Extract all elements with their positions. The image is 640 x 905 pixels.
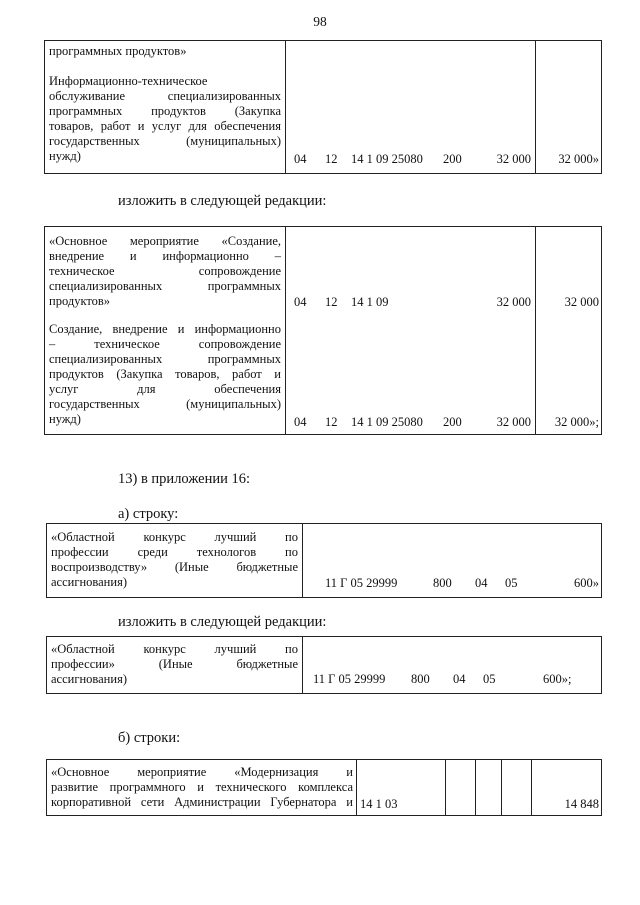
table2-row-b-target-article: 14 1 09 25080 <box>351 415 423 429</box>
table3-section: 04 <box>475 576 488 590</box>
table1-desc-a: программных продуктов» <box>49 44 187 58</box>
table4-desc: «Областной конкурс лучший по профессии» (Иные бюджетные ассигнования) <box>51 642 298 686</box>
table1-expense-type: 200 <box>443 152 462 166</box>
table1-target-article: 14 1 09 25080 <box>351 152 423 166</box>
table2-row-b-expense-type: 200 <box>443 415 462 429</box>
table2-desc-a: «Основное мероприятие «Создание, внедрение и информационно – техническое сопровождение специализированных программных продуктов» <box>49 234 281 308</box>
table1-sum-total: 32 000» <box>558 152 599 166</box>
table4-subsection: 05 <box>483 672 496 686</box>
table3-target-article: 11 Г 05 29999 <box>325 576 398 590</box>
paragraph-edit-1: изложить в следующей редакции: <box>118 193 327 209</box>
table1-subsection: 12 <box>325 152 338 166</box>
budget-table-4 <box>46 636 602 694</box>
table3-sum: 600» <box>574 576 599 590</box>
table2-row-b-sum: 32 000 <box>496 415 531 429</box>
table5-sum: 14 848 <box>564 797 599 811</box>
paragraph-b-rows: б) строки: <box>118 730 181 746</box>
table2-desc-b: Создание, внедрение и информационно – техническое сопровождение специализированных программных продуктов (Закупка товаров, работ и услуг для обеспечения государственных (муниципальных) нужд) <box>49 322 281 426</box>
table3-subsection: 05 <box>505 576 518 590</box>
table5-target-article: 14 1 03 <box>360 797 398 811</box>
table2-row-a-sum-total: 32 000 <box>564 295 599 309</box>
table4-target-article: 11 Г 05 29999 <box>313 672 386 686</box>
table2-row-b-subsection: 12 <box>325 415 338 429</box>
table4-expense-type: 800 <box>411 672 430 686</box>
paragraph-edit-2: изложить в следующей редакции: <box>118 614 327 630</box>
table1-section: 04 <box>294 152 307 166</box>
table1-sum: 32 000 <box>496 152 531 166</box>
table2-row-a-target-article: 14 1 09 <box>351 295 389 309</box>
table2-row-a-subsection: 12 <box>325 295 338 309</box>
table1-desc-b: Информационно-техническое обслуживание специализированных программных продуктов (Закупка товаров, работ и услуг для обеспечения государственных (муниципальных) нужд) <box>49 74 281 163</box>
table3-desc: «Областной конкурс лучший по профессии среди технологов по воспроизводству» (Иные бюджетные ассигнования) <box>51 530 298 589</box>
budget-table-5 <box>46 759 602 816</box>
table2-row-b-sum-total: 32 000»; <box>554 415 599 429</box>
table2-row-a-sum: 32 000 <box>496 295 531 309</box>
budget-table-2 <box>44 226 602 435</box>
budget-table-1 <box>44 40 602 174</box>
table4-sum: 600»; <box>543 672 572 686</box>
budget-table-3 <box>46 523 602 598</box>
table5-desc: «Основное мероприятие «Модернизация и развитие программного и технического комплекса корпоративной сети Администрации Губернатора и <box>51 765 353 809</box>
paragraph-appendix-16: 13) в приложении 16: <box>118 471 251 487</box>
paragraph-a-row: а) строку: <box>118 506 179 522</box>
table2-row-a-section: 04 <box>294 295 307 309</box>
table3-expense-type: 800 <box>433 576 452 590</box>
table2-row-b-section: 04 <box>294 415 307 429</box>
page-number: 98 <box>313 14 327 29</box>
table4-section: 04 <box>453 672 466 686</box>
